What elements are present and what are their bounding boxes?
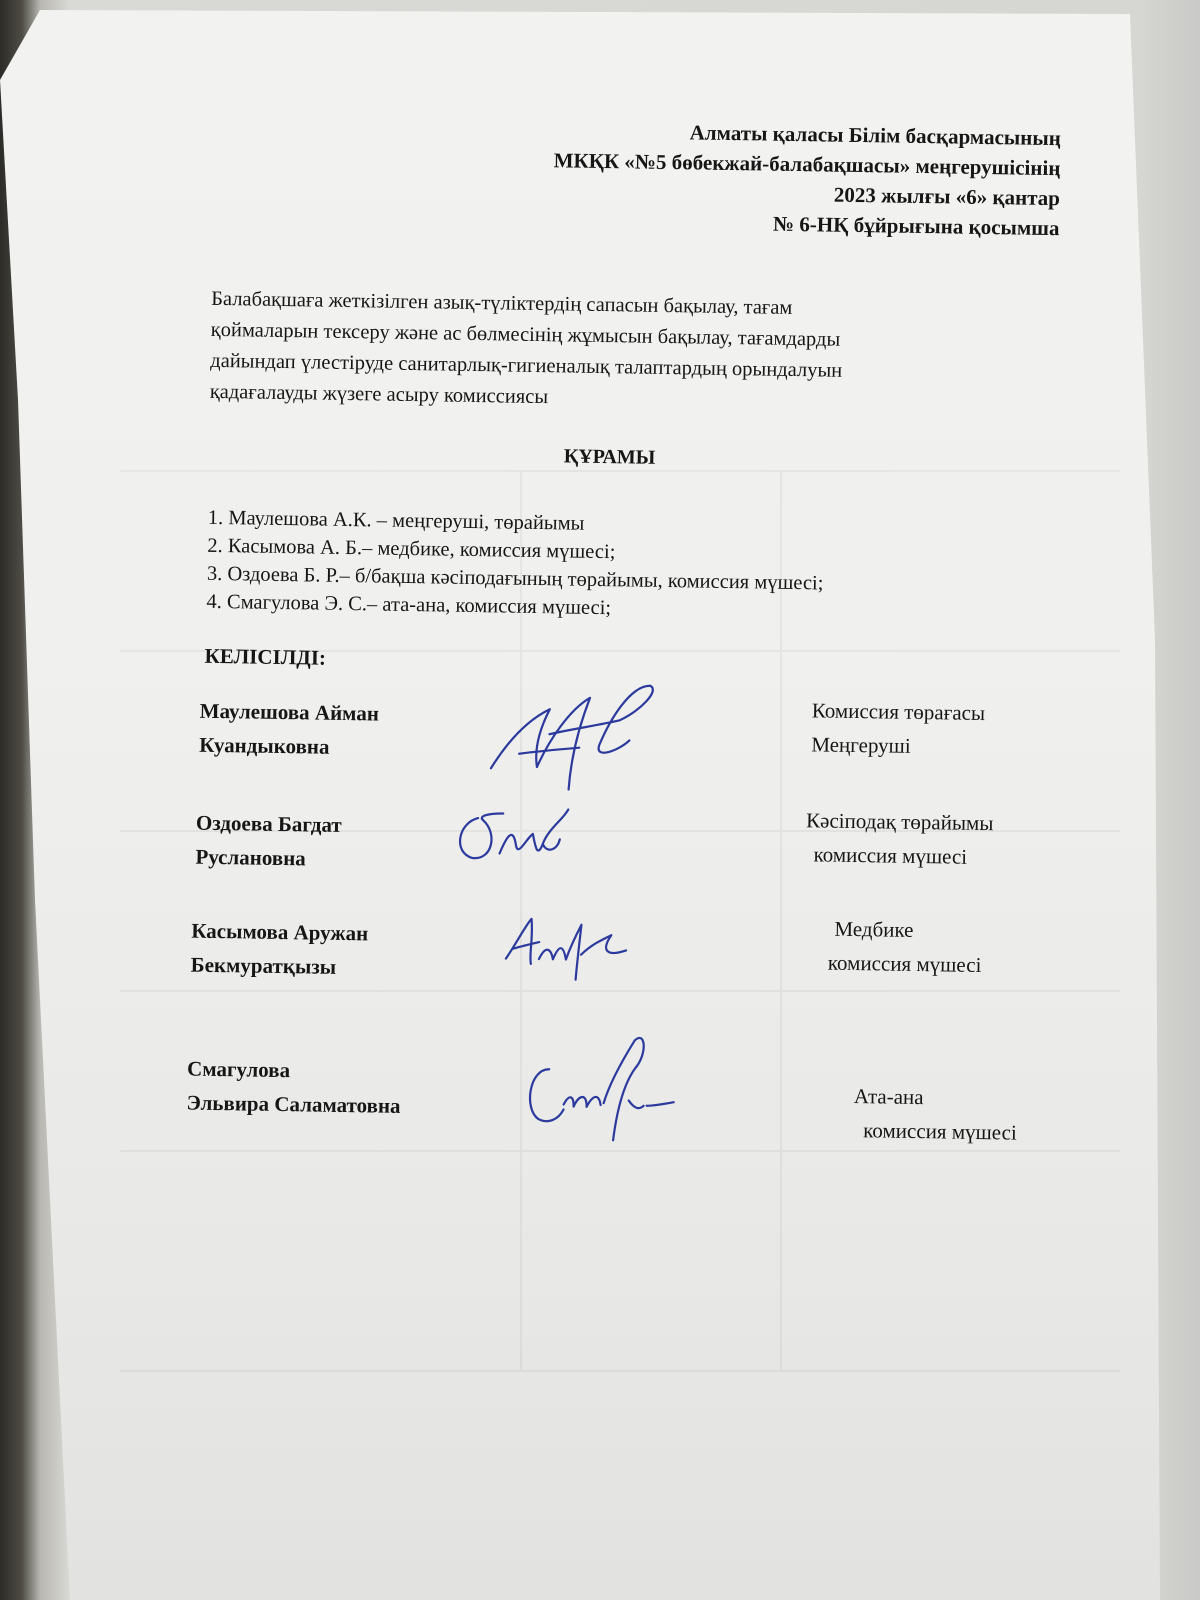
intro-line-3: дайындап үлестіруде санитарлық-гигиеналық талаптардың орындалуын — [210, 349, 843, 382]
intro-line-2: қоймаларын тексеру және ас бөлмесінің жұмысын бақылау, тағамдарды — [210, 318, 841, 351]
signer-role-line: Ата-ана — [853, 1084, 924, 1110]
signer-role — [805, 803, 993, 874]
signer-name-line: Куандыковна — [199, 732, 330, 759]
signer-role-line: Меңгеруші — [811, 732, 911, 758]
signature-ozdoeva — [447, 798, 578, 875]
signer-role-line: комиссия мүшесі — [827, 950, 982, 978]
signer-role — [811, 693, 985, 764]
agreed-label: КЕЛІСІЛДІ: — [204, 643, 327, 670]
signer-role-line: Кәсіподақ төрайымы — [805, 808, 994, 836]
composition-title: ҚҰРАМЫ — [563, 445, 656, 469]
member-item: 4. Смагулова Э. С.– ата-ана, комиссия мүшесі; — [206, 590, 612, 620]
signer-name — [186, 1052, 401, 1123]
signer-name-line: Маулешова Айман — [199, 698, 380, 726]
signature-mauleshova — [478, 678, 680, 801]
member-list — [206, 504, 824, 626]
signer-role-line: Медбике — [834, 916, 914, 942]
signer-name — [191, 914, 369, 985]
signature-kasymova — [501, 903, 632, 985]
member-item: 1. Маулешова А.К. – меңгеруші, төрайымы — [207, 506, 585, 535]
header-line-1: Алматы қаласы Білім басқармасының — [689, 120, 1062, 151]
intro-line-4: қадағалауды жүзеге асыру комиссиясы — [209, 380, 549, 409]
member-item: 3. Оздоева Б. Р.– б/бақша кәсіподағының төрайымы, комиссия мүшесі; — [206, 562, 824, 595]
signer-name-line: Бекмуратқызы — [190, 952, 337, 979]
signer-name — [199, 694, 379, 765]
signer-name-line: Эльвира Саламатовна — [186, 1090, 401, 1118]
document-header — [552, 115, 1061, 243]
member-item: 2. Касымова А. Б.– медбике, комиссия мүшесі; — [207, 534, 616, 564]
signer-name-line: Смагулова — [186, 1056, 291, 1083]
header-line-4: № 6-НҚ бұйрығына қосымша — [772, 211, 1060, 241]
signature-smagulova — [518, 1024, 680, 1156]
commission-description — [210, 284, 1032, 421]
signer-role-line: Комиссия төрағасы — [811, 698, 986, 726]
signer-name-line: Оздоева Багдат — [195, 810, 342, 837]
signer-name-line: Касымова Аружан — [191, 918, 369, 946]
signer-role-line: комиссия мүшесі — [863, 1118, 1017, 1145]
signer-role — [853, 1079, 1018, 1150]
signer-role-line: комиссия мүшесі — [813, 842, 968, 869]
header-line-2: МКҚК «№5 бөбекжай-балабақшасы» меңгерушісінің — [553, 148, 1061, 181]
signer-name-line: Руслановна — [195, 844, 306, 871]
signer-name — [195, 806, 342, 876]
header-line-3: 2023 жылғы «6» қантар — [833, 182, 1061, 211]
intro-line-1: Балабақшаға жеткізілген азық-түліктердің сапасын бақылау, тағам — [211, 287, 793, 319]
signer-role — [827, 912, 983, 982]
